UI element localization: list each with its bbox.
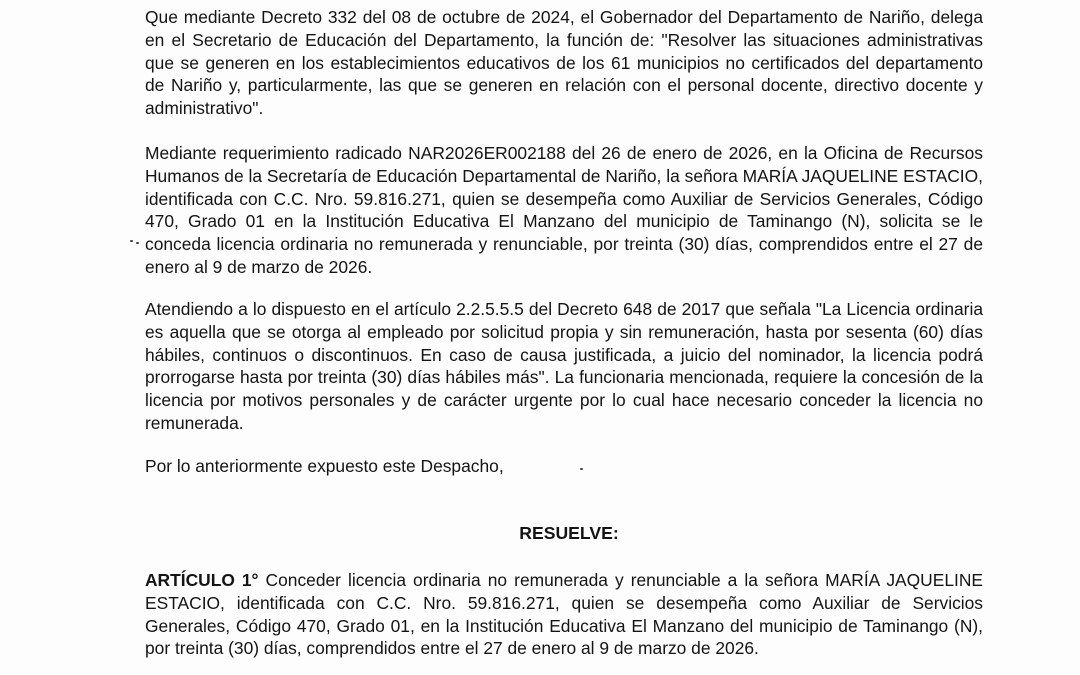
paragraph-delegation: Que mediante Decreto 332 del 08 de octubre de 2024, el Gobernador del Departamento de Nariño, delega en el Secretario de Educación del Departamento, la función de: "Resolver las situaciones administrativas que se generen en los establecimientos educativos de los 61 municipios no certificados del departamento de Nariño y, particularmente, las que se generen en relación con el personal docente, directivo docente y administrativo". xyxy=(145,7,983,119)
paragraph-request: Mediante requerimiento radicado NAR2026ER002188 del 26 de enero de 2026, en la Oficina de Recursos Humanos de la Secretaría de Educación Departamental de Nariño, la señora MARÍA JAQUELINE ESTACIO, identificada con C.C. Nro. 59.816.271, quien se desempeña como Auxiliar de Servicios Generales, Código 470, Grado 01 en la Institución Educativa El Manzano del municipio de Taminango (N), solicita se le conceda licencia ordinaria no remunerada y renunciable, por treinta (30) días, comprendidos entre el 27 de enero al 9 de marzo de 2026. xyxy=(145,143,983,277)
article-1-label: ARTÍCULO 1° xyxy=(145,570,259,590)
scan-speck xyxy=(580,468,583,470)
article-1 xyxy=(145,569,983,660)
resolution-heading: RESUELVE: xyxy=(519,523,619,543)
article-1-text: Conceder licencia ordinaria no remunerada y renunciable a la señora MARÍA JAQUELINE ESTACIO, identificada con C.C. Nro. 59.816.271, quien se desempeña como Auxiliar de Servicios Generales, Código 470, Grado 01, en la Institución Educativa El Manzano del municipio de Taminango (N), por treinta (30) días, comprendidos entre el 27 de enero al 9 de marzo de 2026. xyxy=(145,570,983,659)
scan-speck xyxy=(136,242,139,244)
paragraph-legal-basis: Atendiendo a lo dispuesto en el artículo 2.2.5.5.5 del Decreto 648 de 2017 que señala "La Licencia ordinaria es aquella que se otorga al empleado por solicitud propia y sin remuneración, hasta por sesenta (60) días hábiles, continuos o discontinuos. En caso de causa justificada, a juicio del nominador, la licencia podrá prorrogarse hasta por treinta (30) días hábiles más". La funcionaria mencionada, requiere la concesión de la licencia por motivos personales y de carácter urgente por lo cual hace necesario conceder la licencia no remunerada. xyxy=(145,299,983,433)
scan-speck xyxy=(130,240,133,242)
paragraph-conclusion: Por lo anteriormente expuesto este Despacho, xyxy=(145,456,504,476)
